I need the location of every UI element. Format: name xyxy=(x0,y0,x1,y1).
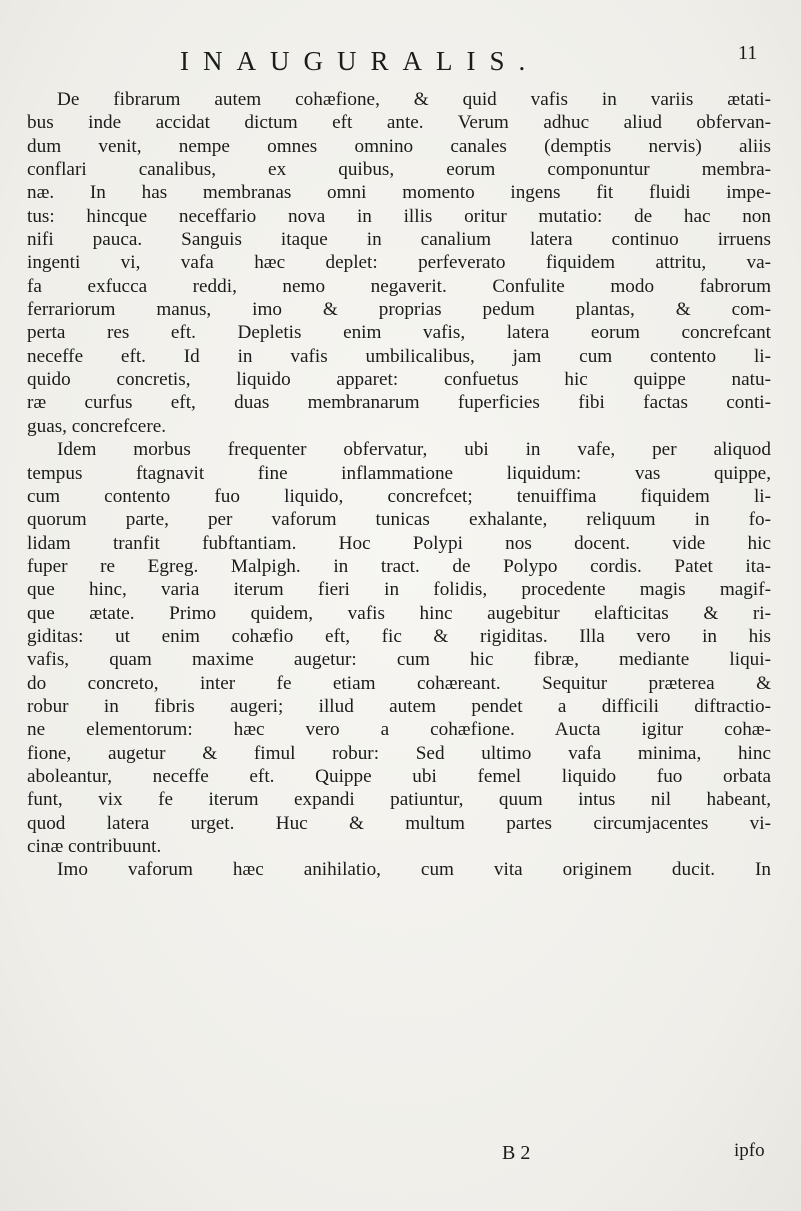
catchword: ipfo xyxy=(734,1140,765,1161)
text-line: ingenti vi, vafa hæc deplet: perfeverato fiquidem attritu, va- xyxy=(27,252,771,274)
text-line: conflari canalibus, ex quibus, eorum componuntur membra- xyxy=(27,159,771,181)
text-line: fione, augetur & fimul robur: Sed ultimo vafa minima, hinc xyxy=(27,742,771,764)
text-line: fuper re Egreg. Malpigh. in tract. de Polypo cordis. Patet ita- xyxy=(27,555,771,577)
text-line: ræ curfus eft, duas membranarum fuperficies fibi factas conti- xyxy=(27,392,771,414)
text-line: Imo vaforum hæc anihilatio, cum vita originem ducit. In xyxy=(57,859,771,881)
text-line: dum venit, nempe omnes omnino canales (demptis nervis) aliis xyxy=(27,135,771,157)
text-line: cinæ contribuunt. xyxy=(27,836,162,857)
text-line: tempus ftagnavit fine inflammatione liquidum: vas quippe, xyxy=(27,462,771,484)
body-text xyxy=(27,88,771,882)
text-line: ferrariorum manus, imo & proprias pedum plantas, & com- xyxy=(27,299,771,321)
running-title: INAUGURALIS. xyxy=(180,46,540,76)
page-footer xyxy=(27,1140,771,1200)
page-header xyxy=(180,42,758,80)
text-line: lidam tranfit fubftantiam. Hoc Polypi nos docent. vide hic xyxy=(27,532,771,554)
text-line: funt, vix fe iterum expandi patiuntur, quum intus nil habeant, xyxy=(27,789,771,811)
text-line: nifi pauca. Sanguis itaque in canalium latera continuo irruens xyxy=(27,229,771,251)
text-line: que hinc, varia iterum fieri in folidis, procedente magis magif- xyxy=(27,579,771,601)
page-number: 11 xyxy=(738,42,758,64)
text-line: quod latera urget. Huc & multum partes circumjacentes vi- xyxy=(27,812,771,834)
text-line: robur in fibris augeri; illud autem pendet a difficili diftractio- xyxy=(27,695,771,717)
text-line: vafis, quam maxime augetur: cum hic fibræ, mediante liqui- xyxy=(27,649,771,671)
text-line: que ætate. Primo quidem, vafis hinc augebitur elafticitas & ri- xyxy=(27,602,771,624)
text-line: bus inde accidat dictum eft ante. Verum adhuc aliud obfervan- xyxy=(27,112,771,134)
text-line: giditas: ut enim cohæfio eft, fic & rigiditas. Illa vero in his xyxy=(27,625,771,647)
text-line: do concreto, inter fe etiam cohæreant. Sequitur præterea & xyxy=(27,672,771,694)
text-line: cum contento fuo liquido, concrefcet; tenuiffima fiquidem li- xyxy=(27,485,771,507)
text-line: neceffe eft. Id in vafis umbilicalibus, jam cum contento li- xyxy=(27,345,771,367)
text-line: Idem morbus frequenter obfervatur, ubi in vafe, per aliquod xyxy=(57,439,771,461)
signature-mark: B 2 xyxy=(502,1142,531,1164)
text-line: quorum parte, per vaforum tunicas exhalante, reliquum in fo- xyxy=(27,509,771,531)
text-line: næ. In has membranas omni momento ingens fit fluidi impe- xyxy=(27,182,771,204)
text-line: tus: hincque neceffario nova in illis oritur mutatio: de hac non xyxy=(27,205,771,227)
text-line: quido concretis, liquido apparet: confuetus hic quippe natu- xyxy=(27,369,771,391)
text-line: guas, concrefcere. xyxy=(27,415,167,437)
text-line: ne elementorum: hæc vero a cohæfione. Aucta igitur cohæ- xyxy=(27,719,771,741)
text-line: perta res eft. Depletis enim vafis, latera eorum concrefcant xyxy=(27,322,771,344)
text-line: aboleantur, neceffe eft. Quippe ubi femel liquido fuo orbata xyxy=(27,765,771,787)
text-line: De fibrarum autem cohæfione, & quid vafis in variis ætati- xyxy=(57,89,771,110)
text-line: fa exfucca reddi, nemo negaverit. Confulite modo fabrorum xyxy=(27,275,771,297)
